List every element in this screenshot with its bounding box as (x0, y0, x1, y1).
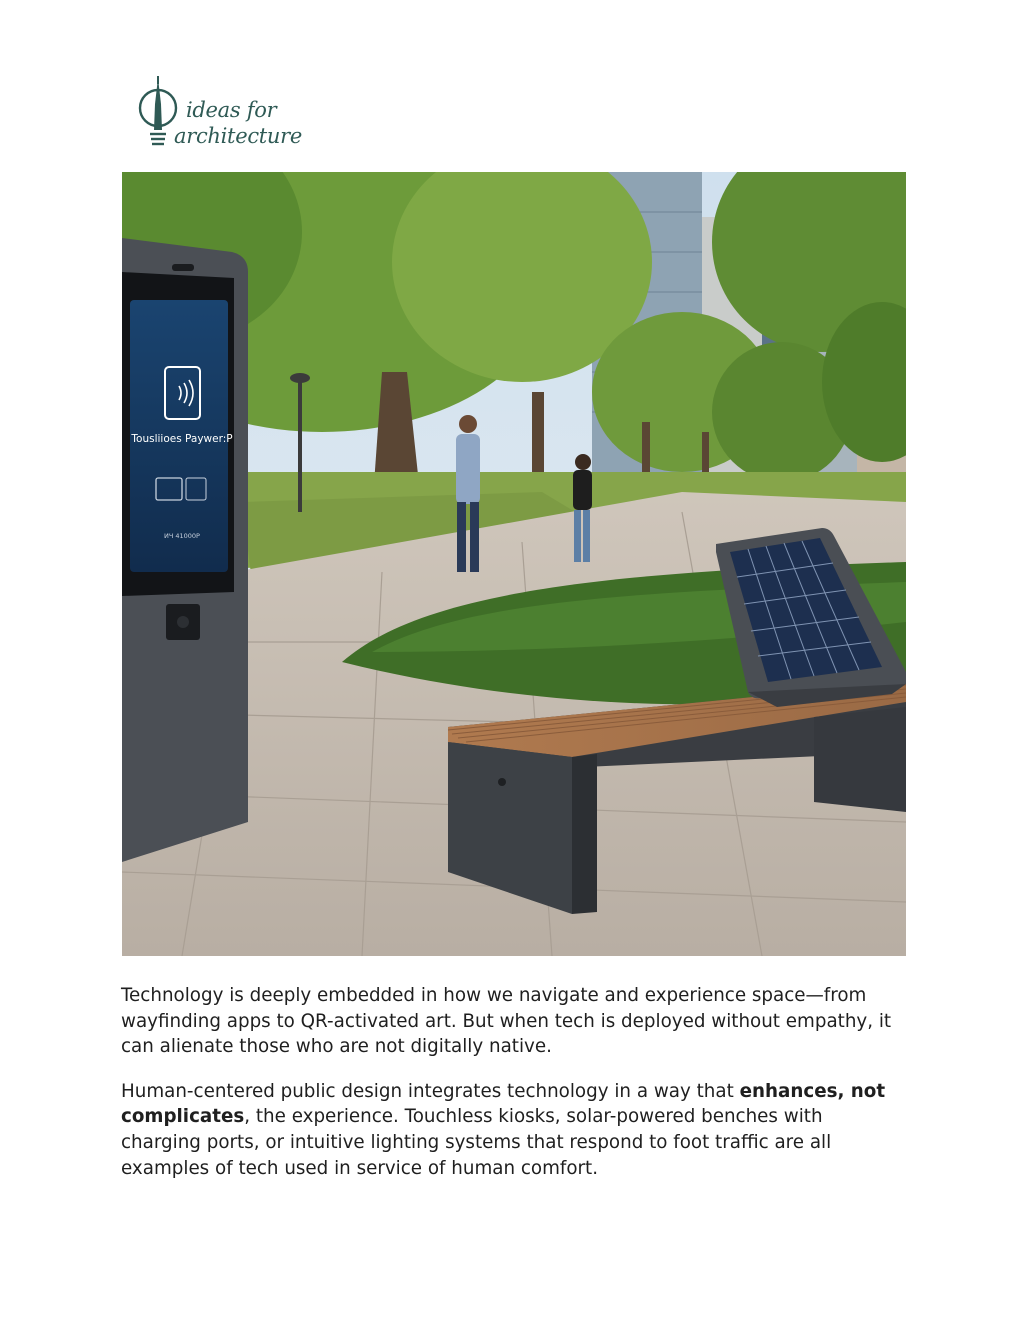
touchless-kiosk (122, 238, 248, 862)
kiosk-screen-title: Tousliioes Paywer:P (131, 433, 233, 445)
brand-logo (136, 74, 303, 154)
paragraph-text: Human-centered public design integrates technology in a way that (121, 1080, 740, 1102)
article-paragraph (121, 1079, 907, 1181)
emphasis-text: enhances, not complicates (121, 1080, 886, 1128)
paragraph-text: , the experience. Touchless kiosks, solar-powered benches with charging ports, or intuitive lighting systems that respond to foot traffic are all examples of tech used in service of human comfort. (121, 1106, 832, 1179)
kiosk-screen-footer: ИЧ 41000Р (164, 532, 200, 540)
article-paragraph: Technology is deeply embedded in how we navigate and experience space—from wayfinding apps to QR-activated art. But when tech is deployed without empathy, it can alienate those who are not digitally native. (121, 985, 892, 1058)
hero-photo (122, 172, 906, 956)
logo-text-line2: architecture (174, 124, 303, 148)
article-body (121, 983, 907, 1200)
logo-text-line1: ideas for (186, 98, 277, 122)
